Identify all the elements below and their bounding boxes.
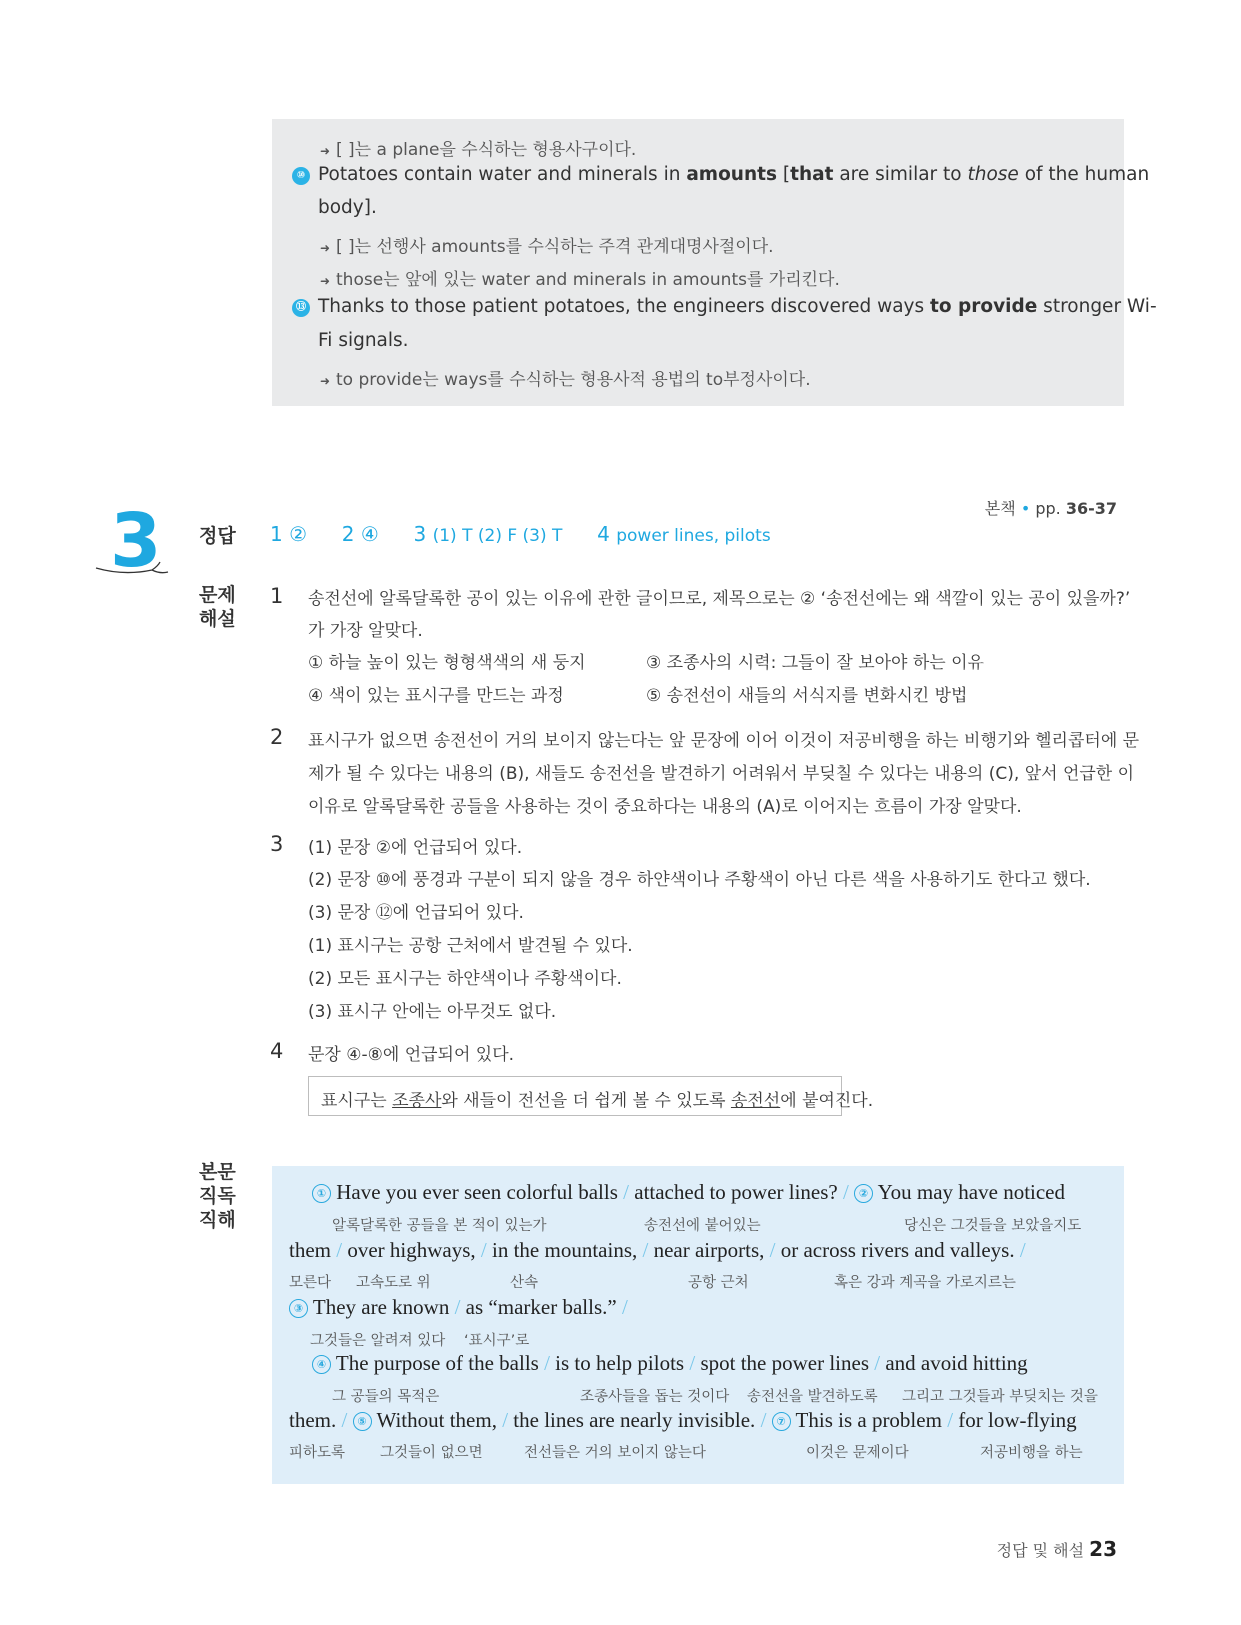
statement-text: (1) 표시구는 공항 근처에서 발견될 수 있다. bbox=[308, 936, 633, 956]
circle-number: ④ bbox=[312, 1355, 331, 1374]
question-number: 4 bbox=[270, 1039, 284, 1063]
statement-text: (3) 표시구 안에는 아무것도 없다. bbox=[308, 1002, 557, 1022]
english-line: them / over highways, / in the mountains, / near airports, / or across rivers and valleys. / bbox=[289, 1238, 1026, 1262]
page-footer: 정답 및 해설 23 bbox=[996, 1537, 1117, 1561]
circle-number: ① bbox=[312, 1184, 331, 1203]
explanation-label: 문제 해설 bbox=[199, 584, 236, 630]
answer-key: 1 ② 2 ④ 3 (1) T (2) F (3) T 4 power lines, pilots bbox=[270, 522, 771, 546]
arrow-icon: ➜ bbox=[320, 241, 331, 255]
explanation-text: (2) 문장 ⑩에 풍경과 구분이 되지 않을 경우 하얀색이나 주황색이 아닌 다른 색을 사용하기도 한다고 했다. bbox=[308, 870, 1091, 890]
korean-gloss: 그것들이 없으면 bbox=[380, 1445, 483, 1461]
circle-number: ② bbox=[854, 1184, 873, 1203]
english-line: ① Have you ever seen colorful balls / attached to power lines? / ② You may have noticed bbox=[312, 1180, 1065, 1205]
korean-gloss: 송전선을 발견하도록 bbox=[747, 1389, 878, 1405]
korean-gloss: 송전선에 붙어있는 bbox=[644, 1218, 761, 1234]
sentence-number-badge: ⑬ bbox=[292, 299, 310, 317]
option-text: ① 하늘 높이 있는 형형색색의 새 둥지 bbox=[308, 653, 586, 673]
korean-gloss: 혹은 강과 계곡을 가로지르는 bbox=[834, 1275, 1016, 1291]
korean-gloss: 이것은 문제이다 bbox=[806, 1445, 909, 1461]
korean-gloss: 그것들은 알려져 있다 bbox=[310, 1333, 446, 1349]
section-number: 3 bbox=[110, 498, 162, 584]
english-line: ③ They are known / as “marker balls.” / bbox=[289, 1295, 628, 1320]
english-line: them. / ⑤ Without them, / the lines are nearly invisible. / ⑦ This is a problem / for low-flying bbox=[289, 1408, 1077, 1432]
korean-gloss: 전선들은 거의 보이지 않는다 bbox=[524, 1445, 706, 1461]
example-sentence-cont: body]. bbox=[318, 197, 377, 218]
page-reference: 본책 • pp. 36-37 bbox=[984, 499, 1117, 518]
grammar-note: ➜ those는 앞에 있는 water and minerals in amounts를 가리킨다. bbox=[320, 270, 840, 290]
grammar-note: ➜ to provide는 ways를 수식하는 형용사적 용법의 to부정사이다. bbox=[320, 370, 811, 390]
explanation-text: 문장 ④-⑧에 언급되어 있다. bbox=[308, 1045, 515, 1065]
circle-number: ③ bbox=[289, 1299, 308, 1318]
explanation-text: 표시구가 없으면 송전선이 거의 보이지 않는다는 앞 문장에 이어 이것이 저공비행을 하는 비행기와 헬리콥터에 문 bbox=[308, 731, 1140, 751]
swoosh-decoration bbox=[94, 560, 170, 580]
explanation-text: 이유로 알록달록한 공들을 사용하는 것이 중요하다는 내용의 (A)로 이어지는 흐름이 가장 알맞다. bbox=[308, 797, 1022, 817]
explanation-text: 가 가장 알맞다. bbox=[308, 621, 423, 641]
grammar-note: ➜ [ ]는 a plane을 수식하는 형용사구이다. bbox=[320, 140, 637, 160]
korean-gloss: 조종사들을 돕는 것이다 bbox=[580, 1389, 730, 1405]
answer-label: 정답 bbox=[199, 525, 236, 547]
explanation-text: 송전선에 알록달록한 공이 있는 이유에 관한 글이므로, 제목으로는 ② ‘송전선에는 왜 색깔이 있는 공이 있을까?’ bbox=[308, 589, 1131, 609]
option-text: ④ 색이 있는 표시구를 만드는 과정 bbox=[308, 686, 564, 706]
arrow-icon: ➜ bbox=[320, 374, 331, 388]
circle-number: ⑤ bbox=[353, 1412, 372, 1431]
korean-gloss: 산속 bbox=[510, 1275, 539, 1291]
grammar-notes-box bbox=[272, 119, 1157, 406]
reading-label: 본문 직독 직해 bbox=[199, 1161, 236, 1231]
example-sentence: Potatoes contain water and minerals in amounts [that are similar to those of the human bbox=[318, 164, 1150, 185]
korean-gloss: 그 공들의 목적은 bbox=[332, 1389, 440, 1405]
korean-gloss: 저공비행을 하는 bbox=[980, 1445, 1083, 1461]
arrow-icon: ➜ bbox=[320, 144, 331, 158]
korean-gloss: 모른다 bbox=[289, 1275, 332, 1291]
arrow-icon: ➜ bbox=[320, 274, 331, 288]
summary-box bbox=[308, 1076, 874, 1116]
explanation-text: (1) 문장 ②에 언급되어 있다. bbox=[308, 838, 523, 858]
korean-gloss: 공항 근처 bbox=[688, 1275, 749, 1291]
page-number: 23 bbox=[1089, 1537, 1117, 1561]
korean-gloss: 피하도록 bbox=[289, 1445, 346, 1461]
english-line: ④ The purpose of the balls / is to help pilots / spot the power lines / and avoid hitting bbox=[312, 1351, 1028, 1376]
korean-gloss: 그리고 그것들과 부딪치는 것을 bbox=[902, 1389, 1098, 1405]
direct-reading-box bbox=[272, 1166, 1124, 1484]
korean-gloss: 알록달록한 공들을 본 적이 있는가 bbox=[332, 1218, 547, 1234]
question-number: 1 bbox=[270, 584, 284, 608]
example-sentence: Thanks to those patient potatoes, the engineers discovered ways to provide stronger Wi- bbox=[318, 296, 1157, 317]
statement-text: (2) 모든 표시구는 하얀색이나 주황색이다. bbox=[308, 969, 622, 989]
korean-gloss: 당신은 그것들을 보았을지도 bbox=[904, 1218, 1082, 1234]
circle-number: ⑦ bbox=[772, 1412, 791, 1431]
example-sentence-cont: Fi signals. bbox=[318, 330, 409, 351]
explanation-text: (3) 문장 ⑫에 언급되어 있다. bbox=[308, 903, 524, 923]
question-number: 3 bbox=[270, 832, 284, 856]
korean-gloss: ‘표시구’로 bbox=[464, 1333, 530, 1349]
option-text: ③ 조종사의 시력: 그들이 잘 보아야 하는 이유 bbox=[646, 653, 984, 673]
grammar-note: ➜ [ ]는 선행사 amounts를 수식하는 주격 관계대명사절이다. bbox=[320, 237, 774, 257]
question-number: 2 bbox=[270, 725, 284, 749]
option-text: ⑤ 송전선이 새들의 서식지를 변화시킨 방법 bbox=[646, 686, 968, 706]
sentence-number-badge: ⑩ bbox=[292, 167, 310, 185]
explanation-text: 제가 될 수 있다는 내용의 (B), 새들도 송전선을 발견하기 어려워서 부딪칠 수 있다는 내용의 (C), 앞서 언급한 이 bbox=[308, 764, 1135, 784]
summary-text: 표시구는 조종사와 새들이 전선을 더 쉽게 볼 수 있도록 송전선에 붙여진다. bbox=[321, 1091, 874, 1111]
korean-gloss: 고속도로 위 bbox=[356, 1275, 431, 1291]
